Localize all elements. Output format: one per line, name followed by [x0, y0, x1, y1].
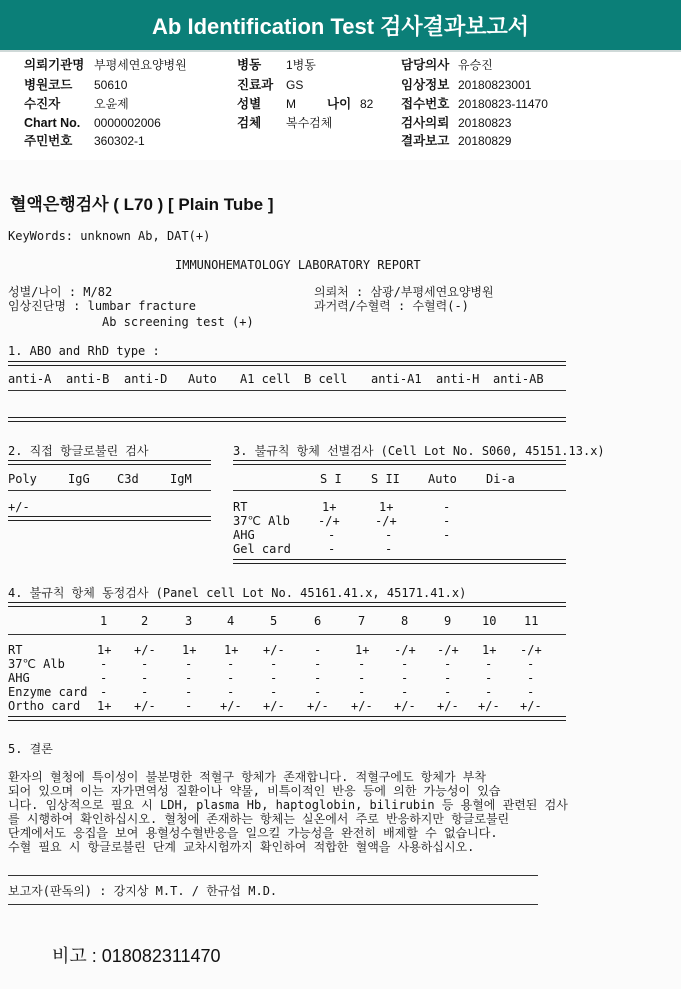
panel-cell: - — [485, 671, 493, 685]
section-5-title: 5. 결론 — [8, 742, 53, 756]
panel-header: 10 — [482, 614, 497, 628]
lab-report-title: IMMUNOHEMATOLOGY LABORATORY REPORT — [175, 258, 421, 272]
panel-cell: - — [314, 643, 322, 657]
section-1-title: 1. ABO and RhD type : — [8, 344, 160, 358]
info-label: 주민번호 — [24, 134, 73, 148]
screen-cell: - — [443, 500, 451, 514]
section-2-title: 2. 직접 항글로불린 검사 — [8, 444, 149, 458]
info-label: 검체 — [237, 116, 262, 130]
single-rule — [8, 634, 566, 635]
info-label: 결과보고 — [401, 134, 450, 148]
panel-cell: +/- — [307, 699, 329, 713]
panel-cell: - — [485, 685, 493, 699]
panel-cell: - — [100, 657, 108, 671]
panel-cell: - — [270, 671, 278, 685]
screen-row-label: RT — [233, 500, 248, 514]
panel-cell: +/- — [220, 699, 242, 713]
panel-cell: 1+ — [355, 643, 370, 657]
panel-header: 8 — [401, 614, 409, 628]
double-rule — [8, 417, 566, 422]
info-label: 진료과 — [237, 78, 274, 92]
panel-cell: 1+ — [97, 699, 112, 713]
remark: 비고 : 018082311470 — [52, 946, 221, 966]
single-rule — [8, 875, 538, 876]
single-rule — [8, 390, 566, 391]
panel-cell: 1+ — [97, 643, 112, 657]
panel-header: 11 — [524, 614, 539, 628]
panel-cell: - — [527, 671, 535, 685]
keywords: KeyWords: unknown Ab, DAT(+) — [8, 229, 211, 243]
info-label: Chart No. — [24, 116, 81, 130]
panel-cell: 1+ — [224, 643, 239, 657]
double-rule — [8, 602, 566, 607]
info-label: 임상정보 — [401, 78, 450, 92]
panel-header: 4 — [227, 614, 235, 628]
screen-cell: 1+ — [322, 500, 337, 514]
history: 과거력/수혈력 : 수혈력(-) — [314, 299, 469, 313]
info-value: 1병동 — [286, 58, 316, 72]
info-label: 담당의사 — [401, 58, 450, 72]
section-title: 혈액은행검사 ( L70 ) [ Plain Tube ] — [10, 195, 274, 214]
panel-cell: - — [141, 657, 149, 671]
panel-cell: - — [185, 657, 193, 671]
panel-cell: +/- — [351, 699, 373, 713]
dat-header: IgM — [170, 472, 192, 486]
panel-header: 6 — [314, 614, 322, 628]
panel-cell: - — [270, 685, 278, 699]
panel-row-label: AHG — [8, 671, 30, 685]
panel-cell: - — [401, 685, 409, 699]
screen-cell: - — [443, 528, 451, 542]
dat-header: Poly — [8, 472, 37, 486]
panel-cell: -/+ — [437, 643, 459, 657]
info-value: 20180829 — [458, 134, 512, 148]
panel-cell: - — [358, 671, 366, 685]
panel-cell: - — [485, 657, 493, 671]
abo-header: B cell — [304, 372, 348, 386]
panel-cell: +/- — [394, 699, 416, 713]
panel-cell: +/- — [263, 699, 285, 713]
panel-cell: +/- — [478, 699, 500, 713]
abo-header: anti-AB — [493, 372, 544, 386]
info-value: 20180823-11470 — [458, 97, 548, 111]
conclusion-line: 되어 있으며 이는 자가면역성 질환이나 약물, 비특이적인 반응 등에 의한 가능성이 있습 — [8, 784, 501, 798]
panel-row-label: RT — [8, 643, 23, 657]
panel-cell: - — [358, 685, 366, 699]
abo-header: anti-D — [124, 372, 168, 386]
double-rule — [8, 516, 211, 521]
single-rule — [8, 490, 211, 491]
panel-cell: - — [227, 671, 235, 685]
info-value: M — [286, 97, 296, 111]
double-rule — [233, 460, 566, 465]
panel-cell: +/- — [263, 643, 285, 657]
info-value: 20180823001 — [458, 78, 532, 92]
dat-header: C3d — [117, 472, 139, 486]
report-header — [0, 0, 681, 50]
info-value: 50610 — [94, 78, 128, 92]
sex-age: 성별/나이 : M/82 — [8, 285, 113, 299]
panel-cell: - — [314, 671, 322, 685]
panel-cell: - — [314, 685, 322, 699]
info-label: 병원코드 — [24, 78, 73, 92]
screen-cell: - — [385, 528, 393, 542]
dat-value: +/- — [8, 500, 30, 514]
abo-header: anti-A1 — [371, 372, 422, 386]
patient-info-panel — [0, 52, 681, 160]
panel-cell: - — [401, 657, 409, 671]
panel-cell: -/+ — [520, 643, 542, 657]
conclusion-line: 단계에서도 응집을 보여 용혈성수혈반응을 일으킬 가능성을 완전히 배제할 수 없습니다. — [8, 826, 498, 840]
screen-row-label: Gel card — [233, 542, 291, 556]
screen-row-label: AHG — [233, 528, 255, 542]
info-label: 수진자 — [24, 97, 61, 111]
info-value: 360302-1 — [94, 134, 145, 148]
panel-cell: - — [401, 671, 409, 685]
panel-cell: - — [270, 657, 278, 671]
panel-cell: -/+ — [394, 643, 416, 657]
info-label: 성별 — [237, 97, 262, 111]
info-value: 복수검체 — [286, 116, 333, 130]
panel-cell: - — [358, 657, 366, 671]
screen-header: S II — [371, 472, 400, 486]
panel-cell: - — [141, 685, 149, 699]
screen-header: S I — [320, 472, 342, 486]
panel-cell: - — [444, 657, 452, 671]
abo-header: anti-B — [66, 372, 110, 386]
screen-cell: - — [328, 542, 336, 556]
conclusion-line: 환자의 혈청에 특이성이 불분명한 적혈구 항체가 존재합니다. 적혈구에도 항체가 부착 — [8, 770, 486, 784]
panel-cell: - — [185, 699, 193, 713]
info-label: 나이 — [327, 97, 352, 111]
diagnosis: 임상진단명 : lumbar fracture — [8, 299, 197, 313]
screen-header: Di-a — [486, 472, 515, 486]
panel-cell: - — [227, 657, 235, 671]
abo-header: A1 cell — [240, 372, 291, 386]
diagnosis-line2: Ab screening test (+) — [102, 315, 254, 329]
screen-cell: - — [328, 528, 336, 542]
info-value: 부평세연요양병원 — [94, 58, 187, 72]
panel-header: 1 — [100, 614, 108, 628]
panel-row-label: Ortho card — [8, 699, 81, 713]
reporter: 보고자(판독의) : 강지상 M.T. / 한규섭 M.D. — [8, 884, 278, 898]
screen-cell: 1+ — [379, 500, 394, 514]
conclusion-line: 니다. 임상적으로 필요 시 LDH, plasma Hb, haptoglobin, bilirubin 등 용혈에 관련된 검사 — [8, 798, 568, 812]
double-rule — [8, 460, 211, 465]
info-value: GS — [286, 78, 304, 92]
abo-header: Auto — [188, 372, 217, 386]
screen-cell: -/+ — [375, 514, 397, 528]
panel-cell: - — [444, 685, 452, 699]
panel-cell: +/- — [520, 699, 542, 713]
panel-header: 5 — [270, 614, 278, 628]
panel-cell: 1+ — [182, 643, 197, 657]
screen-cell: -/+ — [318, 514, 340, 528]
conclusion-line: 수혈 필요 시 항글로불린 단계 교차시험까지 확인하여 적합한 혈액을 사용하십시오. — [8, 840, 475, 854]
single-rule — [233, 490, 566, 491]
panel-cell: - — [314, 657, 322, 671]
section-4-title: 4. 불규칙 항체 동정검사 (Panel cell Lot No. 45161.41.x, 45171.41.x) — [8, 586, 467, 600]
abo-header: anti-H — [436, 372, 480, 386]
panel-header: 9 — [444, 614, 452, 628]
double-rule — [8, 716, 566, 721]
abo-header: anti-A — [8, 372, 52, 386]
info-value: 0000002006 — [94, 116, 161, 130]
dat-header: IgG — [68, 472, 90, 486]
panel-header: 2 — [141, 614, 149, 628]
panel-cell: - — [100, 671, 108, 685]
info-value: 82 — [360, 97, 374, 111]
double-rule — [233, 559, 566, 564]
panel-cell: +/- — [134, 699, 156, 713]
screen-cell: - — [443, 514, 451, 528]
panel-row-label: Enzyme card — [8, 685, 88, 699]
info-label: 접수번호 — [401, 97, 450, 111]
conclusion-line: 를 시행하여 확인하십시오. 혈청에 존재하는 항체는 실온에서 주로 반응하지만 항글로불린 — [8, 812, 510, 826]
double-rule — [8, 361, 566, 366]
info-value: 20180823 — [458, 116, 512, 130]
screen-cell: - — [385, 542, 393, 556]
panel-cell: - — [100, 685, 108, 699]
panel-header: 3 — [185, 614, 193, 628]
report-title: Ab Identification Test 검사결과보고서 — [152, 14, 529, 39]
panel-cell: - — [227, 685, 235, 699]
panel-header: 7 — [358, 614, 366, 628]
section-3-title: 3. 불규칙 항체 선별검사 (Cell Lot No. S060, 45151.13.x) — [233, 444, 605, 458]
single-rule — [8, 904, 538, 905]
requester: 의뢰처 : 삼광/부평세연요양병원 — [314, 285, 494, 299]
screen-row-label: 37℃ Alb — [233, 514, 290, 528]
panel-cell: - — [141, 671, 149, 685]
info-value: 유승진 — [458, 58, 493, 72]
panel-cell: - — [527, 685, 535, 699]
panel-cell: - — [527, 657, 535, 671]
info-label: 의뢰기관명 — [24, 58, 85, 72]
panel-row-label: 37℃ Alb — [8, 657, 65, 671]
info-value: 오윤제 — [94, 97, 129, 111]
panel-cell: - — [444, 671, 452, 685]
panel-cell: +/- — [437, 699, 459, 713]
panel-cell: +/- — [134, 643, 156, 657]
panel-cell: 1+ — [482, 643, 497, 657]
panel-cell: - — [185, 671, 193, 685]
info-label: 검사의뢰 — [401, 116, 450, 130]
panel-cell: - — [185, 685, 193, 699]
screen-header: Auto — [428, 472, 457, 486]
info-label: 병동 — [237, 58, 262, 72]
